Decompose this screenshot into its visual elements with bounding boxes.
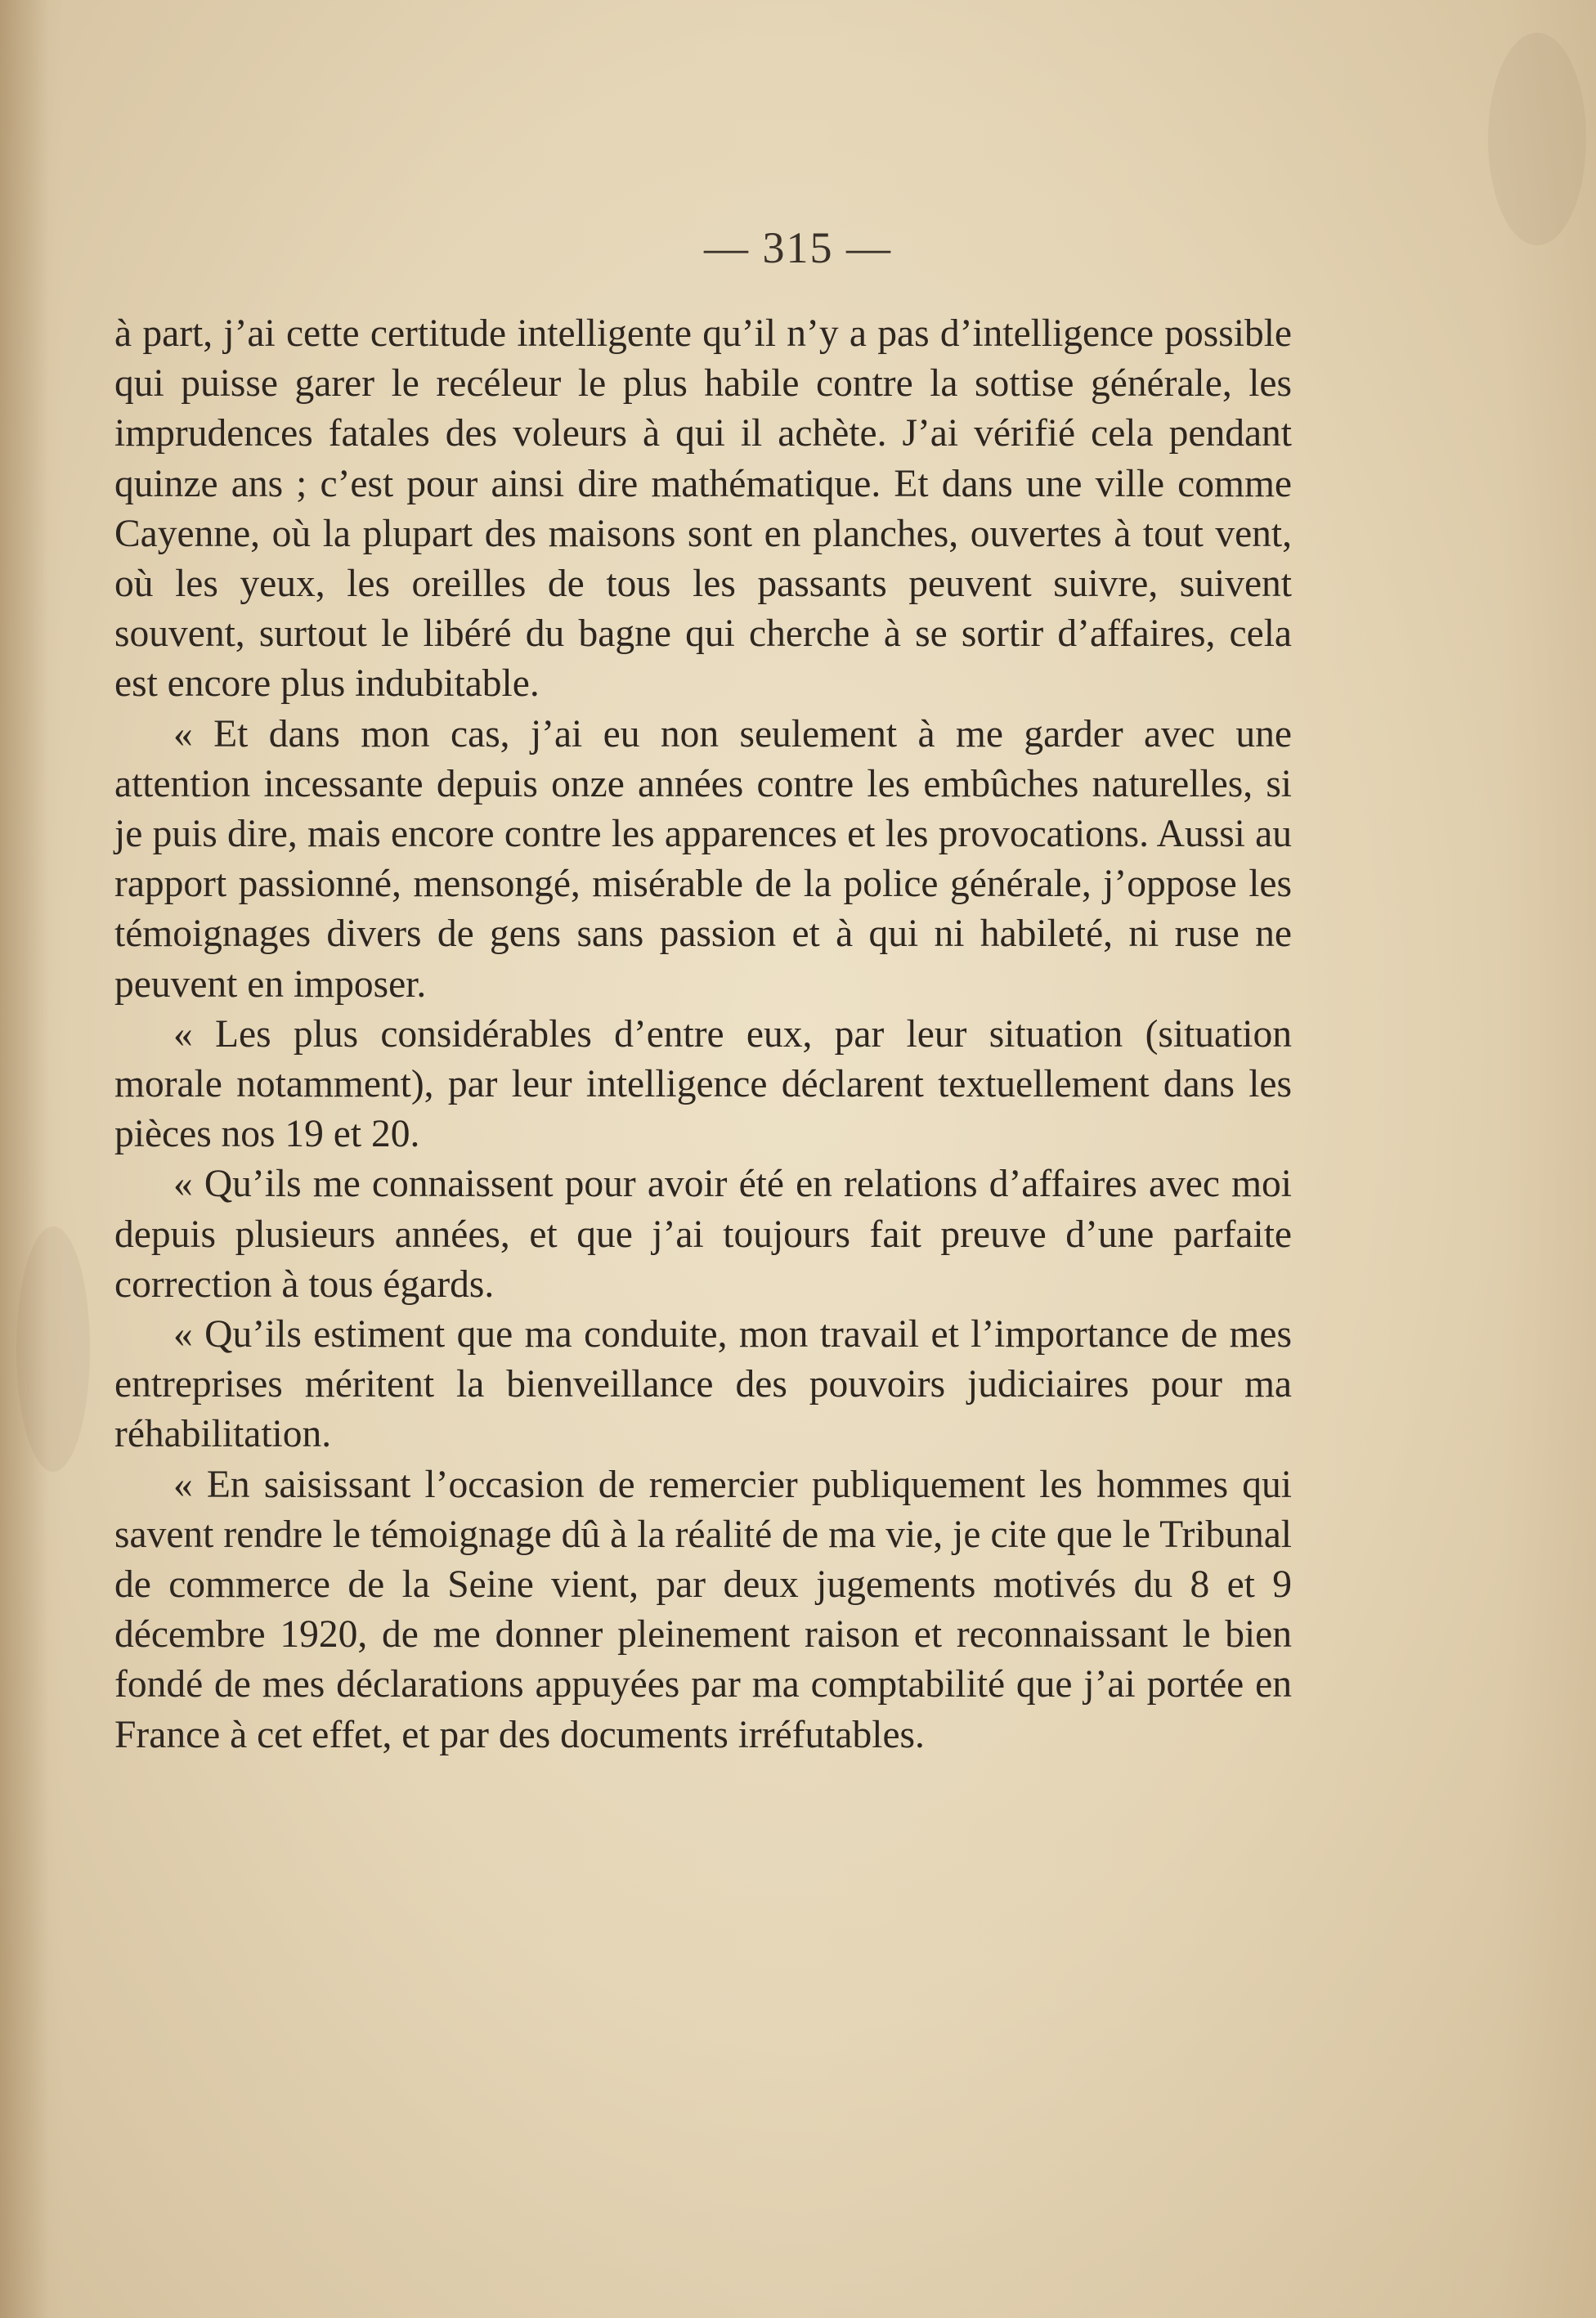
body-text <box>114 309 1292 1760</box>
paper-stain <box>16 1226 90 1472</box>
page-number: — 315 — <box>704 223 892 272</box>
paragraph: « Qu’ils estiment que ma conduite, mon travail et l’importance de mes entreprises méritent la bienveillance des pouvoirs judiciaires pour ma réhabilitation. <box>114 1313 1292 1456</box>
paragraph: « Et dans mon cas, j’ai eu non seulement à me garder avec une attention incessante depuis onze années contre les embûches naturelles, si je puis dire, mais encore contre les apparences et les provocations. Aussi au rapport passionné, mensongé, misérable de la police générale, j’oppose les témoignages divers de gens sans passion et à qui ni habileté, ni ruse ne peuvent en imposer. <box>114 712 1292 1006</box>
paragraph: « Les plus considérables d’entre eux, par leur situation (situation morale notamment), par leur intelligence déclarent textuellement dans les pièces nos 19 et 20. <box>114 1012 1292 1156</box>
paragraph: à part, j’ai cette certitude intelligente qu’il n’y a pas d’intelligence possible qui puisse garer le recéleur le plus habile contre la sottise générale, les imprudences fatales des voleurs à qui il achète. J’ai vérifié cela pendant quinze ans ; c’est pour ainsi dire mathématique. Et dans une ville comme Cayenne, où la plupart des maisons sont en planches, ouvertes à tout vent, où les yeux, les oreilles de tous les passants peuvent suivre, suivent souvent, surtout le libéré du bagne qui cherche à se sortir d’affaires, cela est encore plus indubitable. <box>114 312 1292 706</box>
paragraph: « En saisissant l’occasion de remercier publiquement les hommes qui savent rendre le témoignage dû à la réalité de ma vie, je cite que le Tribunal de commerce de la Seine vient, par deux jugements motivés du 8 et 9 décembre 1920, de me donner pleinement raison et reconnaissant le bien fondé de mes déclarations appuyées par ma comptabilité que j’ai portée en France à cet effet, et par des documents irréfutables. <box>114 1463 1292 1756</box>
paragraph: « Qu’ils me connaissent pour avoir été en relations d’affaires avec moi depuis plusieurs années, et que j’ai toujours fait preuve d’une parfaite correction à tous égards. <box>114 1163 1292 1306</box>
paper-stain <box>1488 33 1586 245</box>
spine-shadow <box>0 0 49 2318</box>
